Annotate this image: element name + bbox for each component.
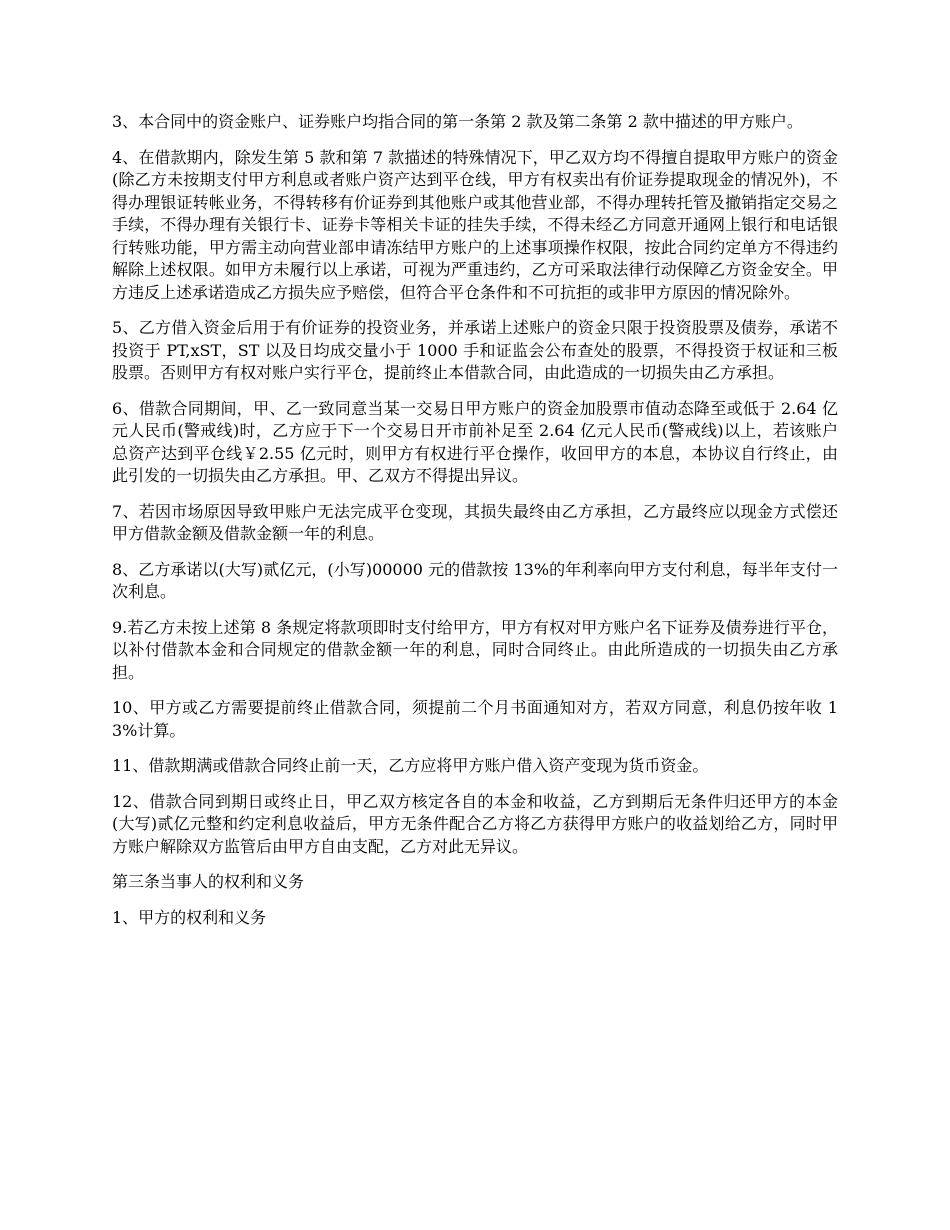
- clause-12: 12、借款合同到期日或终止日，甲乙双方核定各自的本金和收益，乙方到期后无条件归还甲方的本金(大写)贰亿元整和约定利息收益后，甲方无条件配合乙方将乙方获得甲方账户的收益划给乙方，同时甲方账户解除双方监管后由甲方自由支配，乙方对此无异议。: [112, 791, 838, 856]
- clause-8: 8、乙方承诺以(大写)贰亿元，(小写)00000 元的借款按 13%的年利率向甲方支付利息，每半年支付一次利息。: [112, 559, 838, 601]
- clause-11: 11、借款期满或借款合同终止前一天，乙方应将甲方账户借入资产变现为货币资金。: [112, 756, 709, 775]
- clause-5: 5、乙方借入资金后用于有价证券的投资业务，并承诺上述账户的资金只限于投资股票及债券，承诺不投资于 PT,xST，ST 以及日均成交量小于 1000 手和证监会公布查处的股票，不得投资于权证和三板股票。否则甲方有权对账户实行平仓，提前终止本借款合同，由此造成的一切损失由乙方承担。: [112, 318, 838, 382]
- clause-4: 4、在借款期内，除发生第 5 款和第 7 款描述的特殊情况下，甲乙双方均不得擅自提取甲方账户的资金(除乙方未按期支付甲方利息或者账户资产达到平仓线，甲方有权卖出有价证券提取现金的情况外)，不得办理银证转帐业务，不得转移有价证券到其他账户或其他营业部，不得办理转托管及撤销指定交易之手续，不得办理有关银行卡、证券卡等相关卡证的挂失手续，不得未经乙方同意开通网上银行和电话银行转账功能，甲方需主动向营业部申请冻结甲方账户的上述事项操作权限，按此合同约定单方不得违约解除上述权限。如甲方未履行以上承诺，可视为严重违约，乙方可采取法律行动保障乙方资金安全。甲方违反上述承诺造成乙方损失应予赔偿，但符合平仓条件和不可抗拒的或非甲方原因的情况除外。: [112, 147, 838, 302]
- clause-6: 6、借款合同期间，甲、乙一致同意当某一交易日甲方账户的资金加股票市值动态降至或低于 2.64 亿元人民币(警戒线)时，乙方应于下一个交易日开市前补足至 2.64 亿元人民币(警戒线)以上，若该账户总资产达到平仓线￥2.55 亿元时，则甲方有权进行平仓操作，收回甲方的本息，本协议自行终止，由此引发的一切损失由乙方承担。甲、乙双方不得提出异议。: [112, 398, 838, 485]
- clause-7: 7、若因市场原因导致甲账户无法完成平仓变现，其损失最终由乙方承担，乙方最终应以现金方式偿还甲方借款金额及借款金额一年的利息。: [112, 501, 838, 543]
- clause-10: 10、甲方或乙方需要提前终止借款合同，须提前二个月书面通知对方，若双方同意，利息仍按年收 13%计算。: [112, 698, 838, 740]
- document-page: [112, 111, 838, 942]
- clause-9: 9.若乙方未按上述第 8 条规定将款项即时支付给甲方，甲方有权对甲方账户名下证券及债券进行平仓，以补付借款本金和合同规定的借款金额一年的利息，同时合同终止。由此所造成的一切损失由乙方承担。: [112, 617, 838, 682]
- section-heading: 第三条当事人的权利和义务: [112, 872, 305, 891]
- subsection-heading: 1、甲方的权利和义务: [112, 907, 267, 927]
- clause-3: 3、本合同中的资金账户、证券账户均指合同的第一条第 2 款及第二条第 2 款中描述的甲方账户。: [112, 112, 803, 131]
